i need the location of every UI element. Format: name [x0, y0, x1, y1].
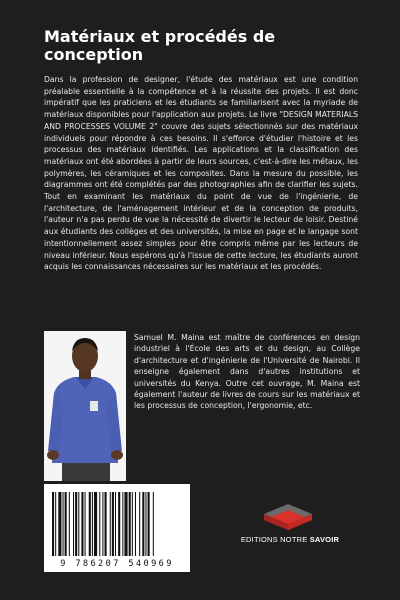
- barcode-bar: [99, 492, 100, 556]
- barcode-bar: [58, 492, 61, 556]
- publisher-name-bold: SAVOIR: [309, 535, 340, 544]
- barcode-bar: [145, 492, 146, 556]
- barcode-bar: [75, 492, 77, 556]
- barcode-bar: [135, 492, 136, 556]
- barcode-bar: [52, 492, 54, 556]
- barcode-bar: [142, 492, 144, 556]
- isbn-barcode: [44, 484, 190, 572]
- barcode-bar: [69, 492, 70, 556]
- barcode-bar: [112, 492, 114, 556]
- barcode-bar: [81, 492, 83, 556]
- barcode-bar: [129, 492, 131, 556]
- barcode-bars: [44, 484, 190, 560]
- barcode-bar: [139, 492, 140, 556]
- publisher-name: [220, 535, 360, 544]
- barcode-bar: [85, 492, 86, 556]
- author-photo: [44, 331, 126, 481]
- barcode-bar: [65, 492, 67, 556]
- barcode-bar: [78, 492, 79, 556]
- barcode-bar: [102, 492, 103, 556]
- barcode-bar: [115, 492, 116, 556]
- barcode-bar: [63, 492, 64, 556]
- barcode-bar: [92, 492, 93, 556]
- barcode-bar: [148, 492, 150, 556]
- barcode-bar: [105, 492, 107, 556]
- book-description: Dans la profession de designer, l'étude des matériaux est une condition préalable essentielle à la compétence et à la réussite des projets. Il est donc impératif que les praticiens et les étudiants se familiarisent avec la myriade de matériaux disponibles pour l'application aux projets. Le livre "DESIGN MATERIALS AND PROCESSES VOLUME 2" couvre des sujets sélectionnés sur des matériaux individuels pour répondre à ces besoins. Il s'efforce d'étudier l'histoire et les processus des matériaux identifiés. Les applications et la classification des matériaux ont été abordées à partir de leurs sources, c'est-à-dire les métaux, les polymères, les céramiques et les composites. Dans la mesure du possible, les diagrammes ont été complétés par des photographies afin de clarifier les sujets. Tout en examinant les matériaux du point de vue de l'ingénierie, de l'architecture, de l'aménagement intérieur et de la conception de produits, l'auteur n'a pas perdu de vue la nécessité de divertir le lecteur de loisir. Destiné aux étudiants des collèges et des universités, la mise en page et le langage sont intentionnellement assez simples pour être compris même par les lecteurs de niveau inférieur. Nous espérons qu'à l'issue de cette lecture, les étudiants auront acquis les connaissances nécessaires sur les matériaux et les procédés.: [44, 75, 358, 272]
- barcode-bar: [153, 492, 154, 556]
- barcode-bar: [124, 492, 127, 556]
- barcode-bar: [118, 492, 120, 556]
- book-title: Matériaux et procédés de conception: [44, 27, 276, 64]
- barcode-bar: [110, 492, 111, 556]
- barcode-digits: 9 786207 540969: [60, 559, 174, 569]
- author-bio: Samuel M. Maina est maître de conférences en design industriel à l'École des arts et du design, au Collège d'architecture et d'ingénierie de l'Université de Nairobi. Il enseigne également dans d'autres institutions et universités du Kenya. Outre cet ouvrage, M. Maina est également l'auteur de livres de cours sur les matériaux et les processus de conception, l'ergonomie, etc.: [134, 333, 360, 411]
- barcode-bar: [122, 492, 123, 556]
- barcode-bar: [73, 492, 74, 556]
- barcode-bar: [132, 492, 133, 556]
- publisher-logo-icon: [260, 500, 316, 532]
- publisher-name-regular: EDITIONS NOTRE: [240, 535, 308, 544]
- barcode-bar: [55, 492, 56, 556]
- barcode-bar: [89, 492, 91, 556]
- barcode-bar: [94, 492, 97, 556]
